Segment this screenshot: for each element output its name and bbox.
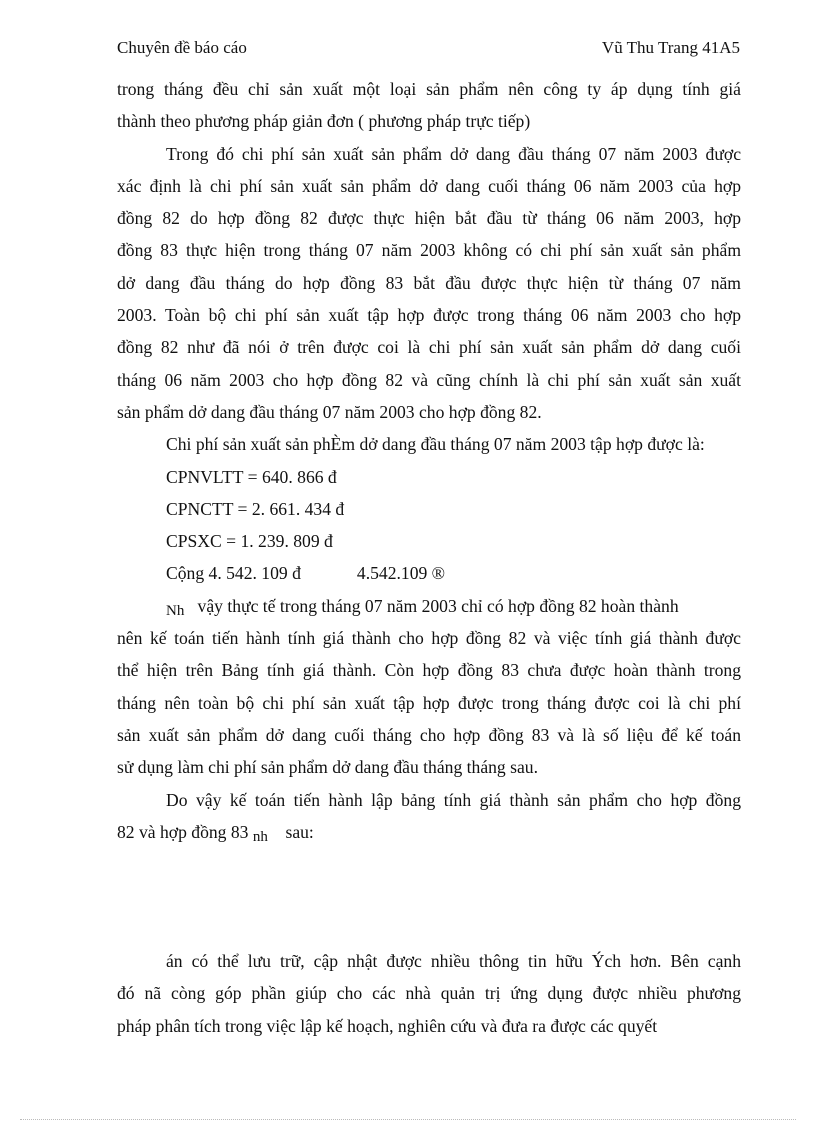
p2-line-1: Trong đó chi phí sản xuất sản phẩm dở dang đầu tháng 07 năm 2003 được [166,143,741,164]
p3-line-1-text: vậy thực tế trong tháng 07 năm 2003 chỉ có hợp đồng 82 hoàn thành [197,595,679,616]
p3-line-2: nên kế toán tiến hành tính giá thành cho hợp đồng 82 và việc tính giá thành được [117,628,741,649]
p4-line-2-end: sau: [285,821,314,842]
p3-line-1 [117,590,741,622]
p2-line-3: đồng 82 do hợp đồng 82 được thực hiện bắt đầu từ tháng 06 năm 2003, hợp [117,208,741,229]
header-author: Vũ Thu Trang 41A5 [601,38,740,57]
p2-line-7: đồng 82 như đã nói ở trên được coi là chi phí sản xuất sản phẩm dở dang cuối [117,337,741,358]
cost-total-value: 4.542.109 ® [356,563,446,584]
p2-line-6: 2003. Toàn bộ chi phí sản xuất tập hợp được trong tháng 06 năm 2003 cho hợp [117,305,741,326]
p3-line-3: thể hiện trên Bảng tính giá thành. Còn hợp đồng 83 chưa được hoàn thành trong [117,660,741,681]
p3-line-6: sử dụng làm chi phí sản phẩm dở dang đầu tháng tháng sau. [117,757,538,778]
p2-line-8: tháng 06 năm 2003 cho hợp đồng 82 và cũng chính là chi phí sản xuất sản xuất [117,369,741,390]
cost-cpsxc: CPSXC = 1. 239. 809 đ [166,531,333,552]
p4-line-2-mid: nh [252,828,268,845]
p5-line-2: đó nã còng góp phần giúp cho các nhà quản trị ứng dụng được nhiều phương [117,983,741,1004]
body-text [117,73,741,1042]
page-bottom-divider [20,1119,796,1120]
p3-line-5: sản xuất sản phẩm dở dang cuối tháng cho hợp đồng 83 và là số liệu để kế toán [117,724,741,745]
p4-line-1: Do vậy kế toán tiến hành lập bảng tính giá thành sản phẩm cho hợp đồng [166,789,741,810]
p2-line-5: dở dang đầu tháng do hợp đồng 83 bắt đầu được thực hiện từ tháng 07 năm [117,272,741,293]
p2-line-9: sản phẩm dở dang đầu tháng 07 năm 2003 cho hợp đồng 82. [117,401,542,422]
p1-line-1: trong tháng đều chỉ sản xuất một loại sản phẩm nên công ty áp dụng tính giá [117,79,741,99]
p4-line-2 [117,816,741,848]
p5-line-1: án có thể lưu trữ, cập nhật được nhiều thông tin hữu Ých hơn. Bên cạnh [166,951,741,972]
p1-line-2: thành theo phương pháp giản đơn ( phương pháp trực tiếp) [117,111,531,132]
p3-first-word: Nh [166,602,185,619]
p5-line-3: pháp phân tích trong việc lập kế hoạch, nghiên cứu và đưa ra được các quyết [117,1015,658,1036]
page-header [117,38,740,60]
p2-line-4: đồng 83 thực hiện trong tháng 07 năm 2003 không có chi phí sản xuất sản phẩm [117,240,741,261]
p2-line-2: xác định là chi phí sản xuất sản phẩm dở dang cuối tháng 06 năm 2003 của hợp [117,175,741,196]
cost-cpnctt: CPNCTT = 2. 661. 434 đ [166,498,345,519]
cost-total-row [117,557,741,589]
p4-line-2-start: 82 và hợp đồng 83 [117,821,249,842]
blank-gap [117,848,741,945]
header-topic: Chuyên đề báo cáo [117,38,247,57]
cost-intro: Chi phí sản xuất sản phÈm dở dang đầu tháng 07 năm 2003 tập hợp được là: [166,434,705,455]
p3-line-4: tháng nên toàn bộ chi phí sản xuất tập hợp được trong tháng được coi là chi phí [117,692,741,713]
cost-total-label: Cộng 4. 542. 109 đ [166,563,301,584]
cost-cpnvltt: CPNVLTT = 640. 866 đ [166,466,337,487]
